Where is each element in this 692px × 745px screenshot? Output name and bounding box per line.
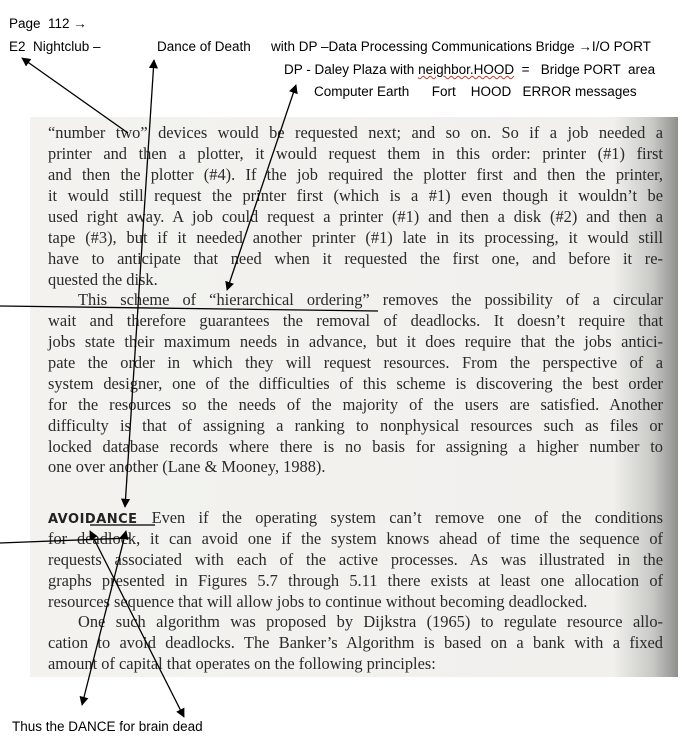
page-annotation: Page 112 → xyxy=(9,16,87,31)
book-line-16: locked database records where there is no basis for assigning a higher number to xyxy=(48,437,663,456)
avoidance-first-line: Even if the operating system can’t remove one of the conditions xyxy=(151,508,663,527)
arrow-nightclub-to-number-two xyxy=(22,58,128,133)
book-line-14: for the resources so the needs of the majority of the users are satisfied. Another xyxy=(48,395,663,414)
book-line-22: One such algorithm was proposed by Dijkstra (1965) to regulate resource allo- xyxy=(78,612,663,631)
book-line-6: tape (#3), but if it needed another printer (#1) late in its processing, it would still xyxy=(48,228,663,247)
book-line-24: amount of capital that operates on the following principles: xyxy=(48,654,436,673)
neighbor-hood-word: neighbor.HOOD xyxy=(418,62,515,77)
arrow-dance-to-avoidance xyxy=(125,60,154,507)
underline-hierarchical-ordering xyxy=(0,306,378,311)
daley-suffix: = Bridge PORT area xyxy=(514,62,656,77)
bottom-annotation: Thus the DANCE for brain dead xyxy=(12,719,203,734)
book-line-9: This scheme of “hierarchical ordering” removes the possibility of a circular xyxy=(78,290,663,309)
book-line-1: “number two” devices would be requested next; and so on. So if a job needed a xyxy=(48,123,663,142)
book-line-4: it would still request the printer first (which is a #1) even though it wouldn’t be xyxy=(48,186,663,205)
arrow-deadlock-right xyxy=(90,531,184,717)
avoidance-heading: AVOIDANCE xyxy=(48,512,138,527)
dance-annotation: Dance of Death xyxy=(157,39,251,54)
book-line-2: printer and then a plotter, it would request them in this order: printer (#1) first xyxy=(48,144,663,163)
book-line-8: quested the disk. xyxy=(48,270,158,289)
book-line-21: resources sequence that will allow jobs to continue without becoming deadlocked. xyxy=(48,592,588,611)
underline-deadlock xyxy=(0,538,130,543)
book-line-10: wait and therefore guarantees the removal of deadlocks. It doesn’t require that xyxy=(48,311,663,330)
book-line-19: requests associated with each of the active processes. As was illustrated in the xyxy=(48,550,663,569)
book-line-15: difficulty is that of assigning a ranking to nonphysical resources such as files or xyxy=(48,416,663,435)
arrow-dp-to-hierarchical xyxy=(227,85,296,290)
book-line-7: have to anticipate that need when it requested the first one, and before it re- xyxy=(48,249,663,268)
dp-bridge-annotation: with DP –Data Processing Communications Bridge →I/O PORT xyxy=(271,39,651,54)
book-line-20: graphs presented in Figures 5.7 through 5.11 there exists at least one allocation of xyxy=(48,571,663,590)
arrow-deadlock-left xyxy=(82,531,126,705)
book-line-12: pate the order in which they will request resources. From the perspective of a xyxy=(48,353,663,372)
book-line-13: system designer, one of the difficulties of this scheme is discovering the best order xyxy=(48,374,663,393)
book-line-17: one over another (Lane & Mooney, 1988). xyxy=(48,457,326,476)
book-line-5: used right away. A job could request a printer (#1) and then a disk (#2) and then a xyxy=(48,207,663,226)
nightclub-annotation: E2 Nightclub – xyxy=(9,39,101,54)
book-line-23: cation to avoid deadlocks. The Banker’s Algorithm is based on a bank with a fixed xyxy=(48,633,663,652)
daley-prefix: DP - Daley Plaza with xyxy=(284,62,419,77)
book-line-3: and then the plotter (#4). If the job required the plotter first and then the printer, xyxy=(48,165,663,184)
book-line-11: jobs state their maximum needs in advance, but it does require that the jobs antici- xyxy=(48,332,663,351)
book-line-18: for deadlock, it can avoid one if the system knows ahead of time the sequence of xyxy=(48,529,663,548)
computer-earth-annotation: Computer Earth Fort HOOD ERROR messages xyxy=(314,84,637,99)
